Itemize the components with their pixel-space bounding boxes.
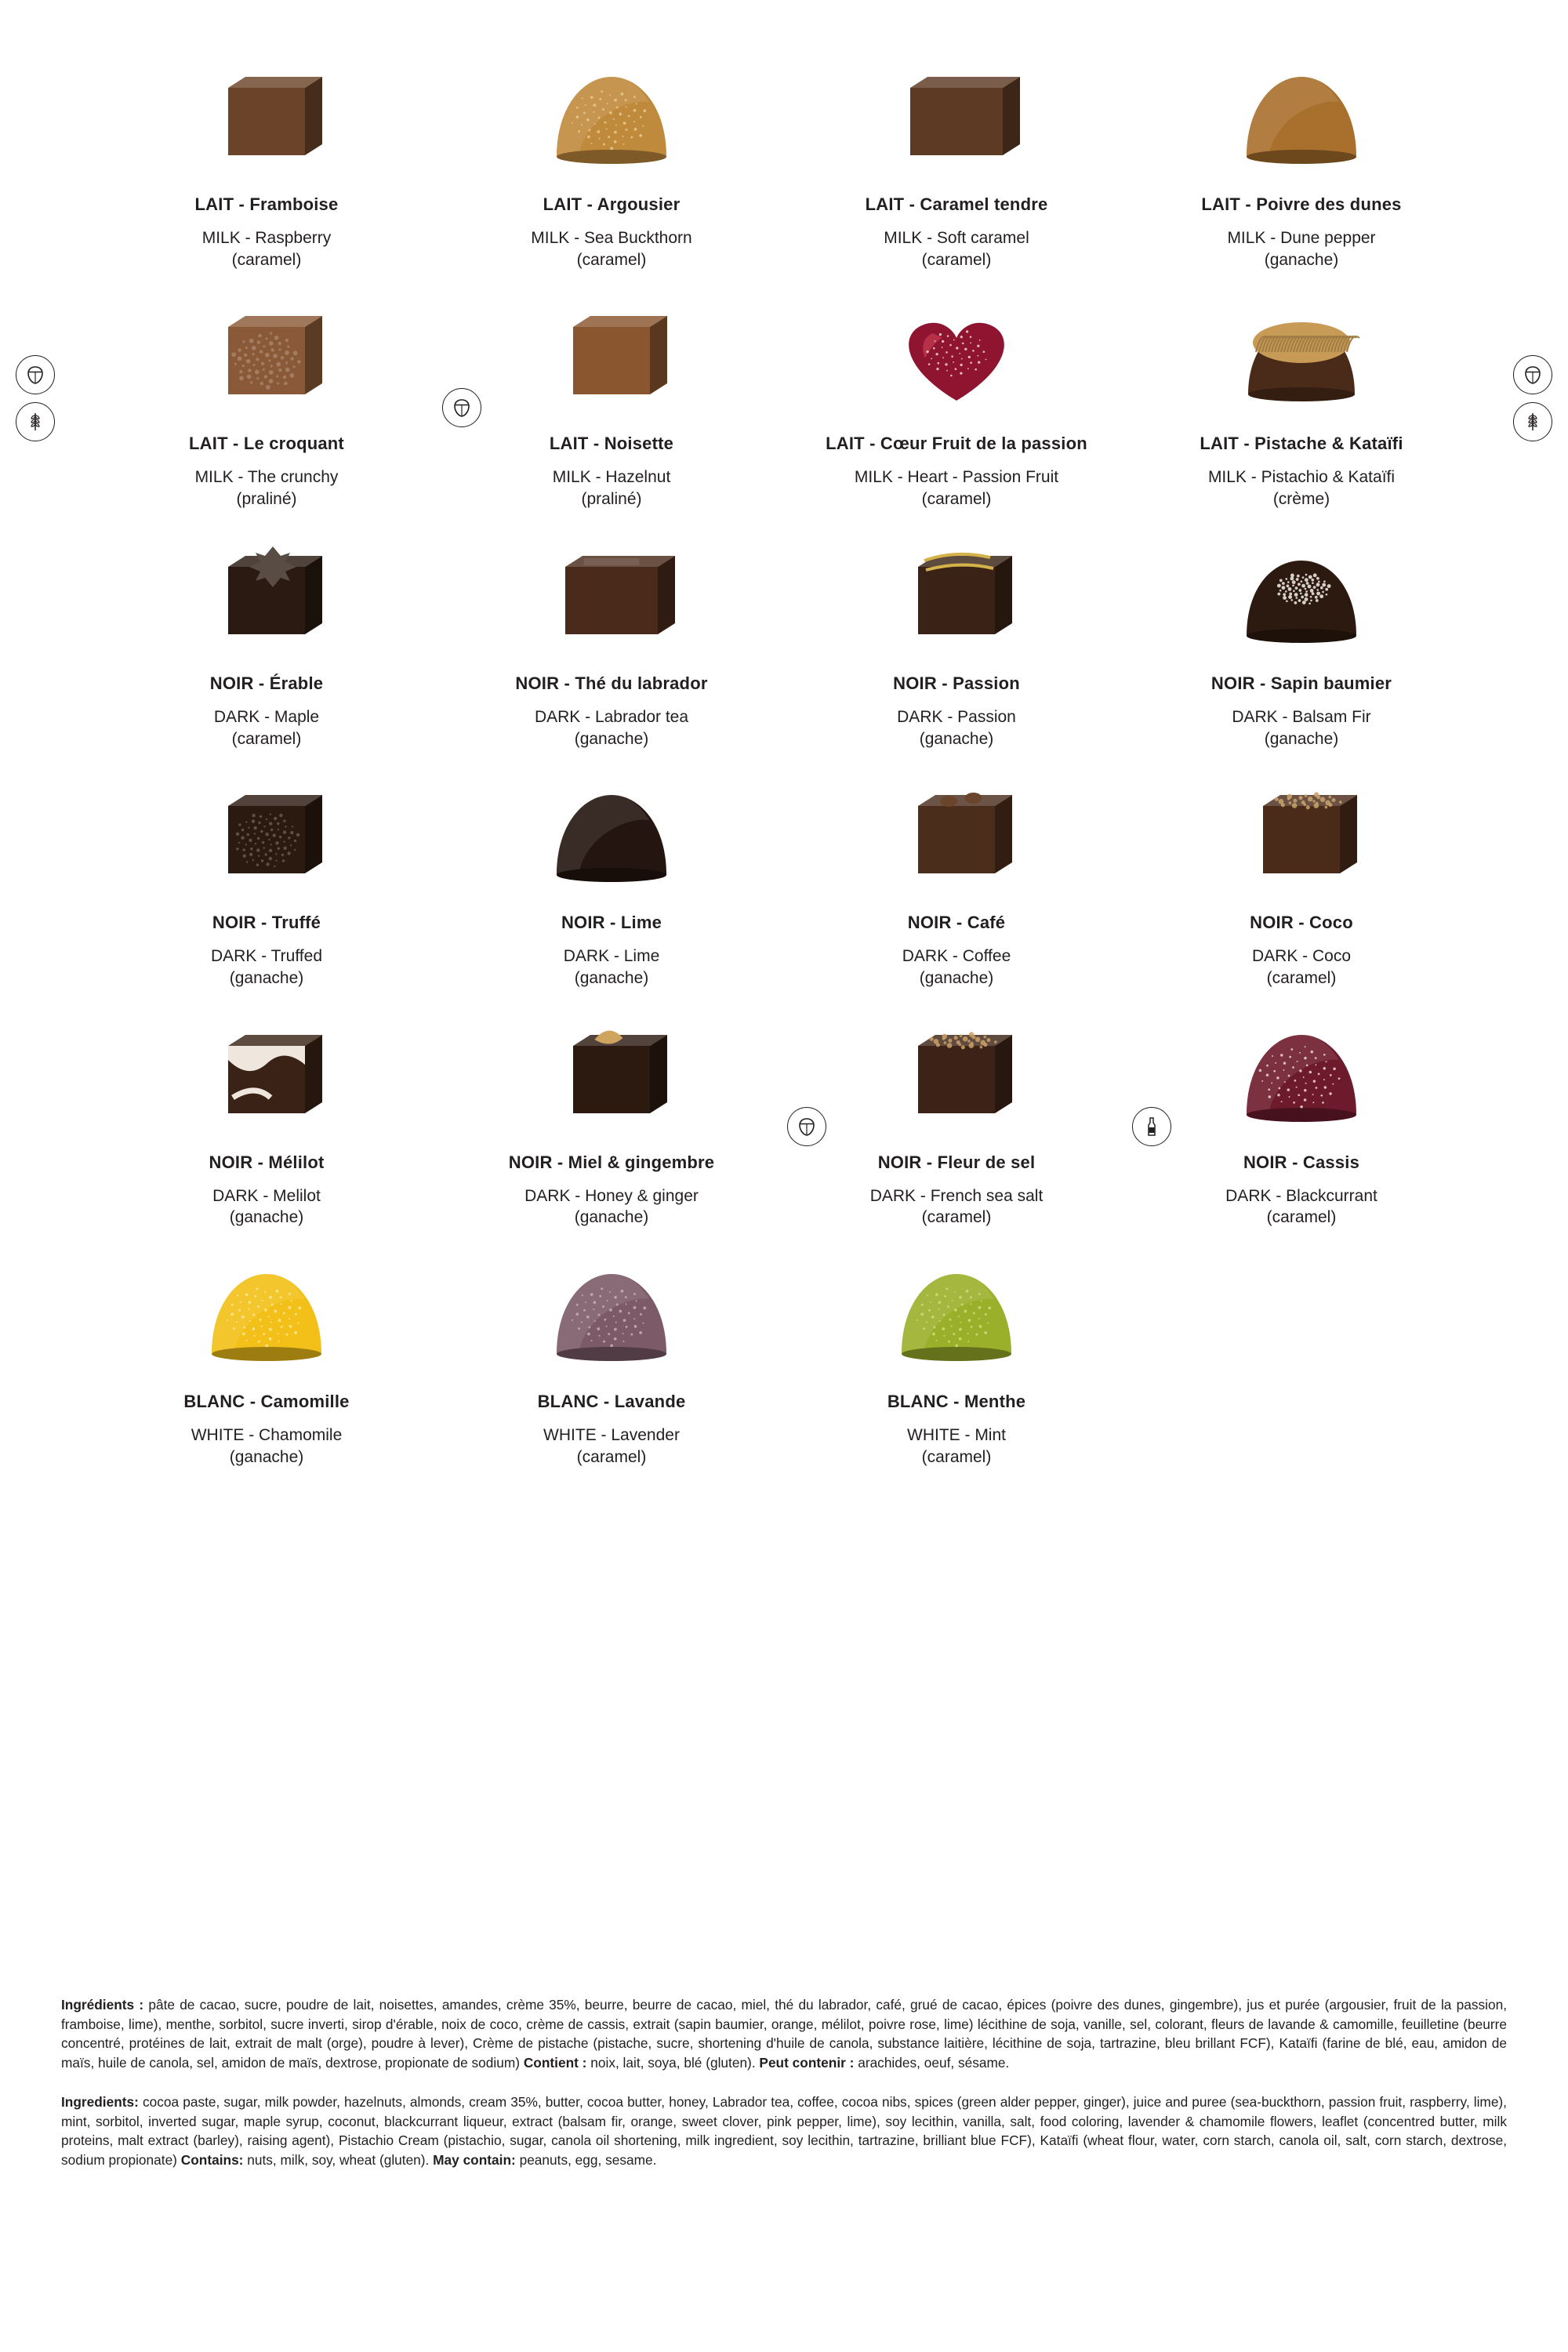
chocolate-filling: (caramel) [921,1208,992,1227]
allergen-badges [787,1107,826,1146]
chocolate-name-fr: LAIT - Le croquant [189,434,344,454]
chocolate-row [94,989,1474,1229]
may-contain-french-body: arachides, oeuf, sésame. [854,2054,1010,2071]
wheat-icon [16,402,55,441]
allergen-badges [1132,1107,1171,1146]
chocolate-name-en-text: WHITE - Mint [907,1426,1006,1445]
chocolate-image [784,997,1129,1138]
chocolate-name-fr: NOIR - Miel & gingembre [508,1152,715,1172]
chocolate-name-en-text: DARK - Blackcurrant [1225,1186,1377,1205]
chocolate-image [94,757,439,898]
chocolate-image [784,1236,1129,1377]
chocolate-name-fr: NOIR - Thé du labrador [515,673,708,693]
chocolate-name-fr: NOIR - Lime [561,913,662,933]
section-divider [0,1969,1568,1970]
nut-icon [442,388,481,427]
chocolate-filling: (praliné) [236,490,297,509]
chocolate-name-fr: NOIR - Coco [1250,913,1353,933]
chocolate-name-en-text: MILK - Soft caramel [884,229,1029,247]
chocolate-name-en [531,227,691,270]
may-contain-french-label: Peut contenir : [759,2054,855,2071]
chocolate-name-fr: LAIT - Pistache & Kataïfi [1200,434,1403,454]
chocolate-filling: (caramel) [576,250,647,269]
chocolate-filling: (caramel) [231,250,302,269]
chocolate-row [94,750,1474,989]
chocolate-filling: (caramel) [921,250,992,269]
chocolate-name-en [884,227,1029,270]
chocolate-item[interactable] [94,270,439,510]
chocolate-filling: (caramel) [1266,1208,1337,1227]
chocolate-image [1129,997,1474,1138]
chocolate-item[interactable] [439,989,784,1229]
chocolate-item[interactable] [94,31,439,270]
chocolate-name-en-text: MILK - The crunchy [194,468,339,487]
chocolate-item[interactable] [1129,510,1474,750]
chocolate-name-en-text: DARK - Balsam Fir [1232,707,1371,726]
chocolate-name-en-text: MILK - Pistachio & Kataïfi [1207,468,1396,487]
contains-french-body: noix, lait, soya, blé (gluten). [586,2054,760,2071]
chocolate-filling: (crème) [1272,490,1330,509]
chocolate-filling: (ganache) [1264,729,1339,748]
nut-icon [1513,355,1552,394]
chocolate-name-fr: NOIR - Sapin baumier [1210,673,1392,693]
chocolate-image [1129,518,1474,659]
chocolate-filling: (caramel) [1266,969,1337,988]
chocolate-name-fr: BLANC - Camomille [183,1392,350,1412]
ingredients-english [61,2092,1507,2169]
chocolate-row [94,270,1474,510]
chocolate-name-en [553,466,671,510]
ingredients-french [61,1995,1507,2072]
chocolate-name-en [902,946,1011,989]
nut-icon [16,355,55,394]
chocolate-name-en-text: DARK - French sea salt [869,1186,1044,1205]
ingredients-french-label: Ingrédients : [61,1997,144,2013]
chocolate-filling: (caramel) [921,490,992,509]
chocolate-name-en [214,706,319,750]
chocolate-filling: (caramel) [921,1447,992,1466]
chocolate-image [784,757,1129,898]
chocolate-name-en [535,706,688,750]
chocolate-name-en-text: DARK - Truffed [211,947,322,966]
chocolate-image [439,278,784,419]
chocolate-image [784,518,1129,659]
chocolate-item[interactable] [1129,989,1474,1229]
chocolate-item[interactable] [94,1229,439,1468]
chocolate-image [439,39,784,180]
chocolate-name-en-text: MILK - Hazelnut [552,468,671,487]
chocolate-name-en-text: DARK - Coco [1251,947,1352,966]
chocolate-filling: (ganache) [1264,250,1339,269]
chocolate-name-en [212,1185,321,1229]
chocolate-image [439,1236,784,1377]
chocolate-item[interactable] [784,31,1129,270]
chocolate-name-en-text: MILK - Heart - Passion Fruit [854,468,1059,487]
chocolate-name-en-text: MILK - Raspberry [201,229,332,247]
chocolate-name-en [211,946,322,989]
wheat-icon [1513,402,1552,441]
chocolate-name-en [202,227,332,270]
chocolate-image [94,278,439,419]
chocolate-name-en [524,1185,699,1229]
chocolate-name-fr: BLANC - Lavande [537,1392,686,1412]
chocolate-item[interactable] [784,1229,1129,1468]
may-contain-english-body: peanuts, egg, sesame. [515,2151,657,2168]
chocolate-image [94,39,439,180]
allergen-badges [16,355,55,441]
contains-english-body: nuts, milk, soy, wheat (gluten). [243,2151,434,2168]
chocolate-name-en [1252,946,1351,989]
chocolate-name-en [897,706,1016,750]
chocolate-name-en-text: DARK - Maple [213,707,320,726]
chocolate-name-fr: LAIT - Cœur Fruit de la passion [826,434,1087,454]
chocolate-item[interactable] [1129,270,1474,510]
chocolate-filling: (ganache) [229,1447,304,1466]
chocolate-image [439,757,784,898]
chocolate-name-fr: NOIR - Fleur de sel [877,1152,1036,1172]
chocolate-name-en-text: DARK - Labrador tea [534,707,689,726]
chocolate-filling: (ganache) [574,969,649,988]
chocolate-filling: (ganache) [919,729,994,748]
chocolate-name-fr: LAIT - Noisette [549,434,674,454]
chocolate-image [439,518,784,659]
chocolate-image [1129,39,1474,180]
chocolate-name-en [191,1425,343,1468]
chocolate-name-en [1225,1185,1377,1229]
chocolate-item[interactable] [439,510,784,750]
chocolate-name-en [855,466,1058,510]
chocolate-name-en-text: DARK - Coffee [902,947,1011,966]
chocolate-row [94,510,1474,750]
chocolate-name-en [1208,466,1395,510]
chocolate-name-en-text: DARK - Lime [563,947,660,966]
chocolate-image [1129,278,1474,419]
chocolate-name-fr: NOIR - Mélilot [209,1152,325,1172]
chocolate-filling: (ganache) [229,969,304,988]
contains-english-label: Contains: [180,2151,244,2168]
chocolate-name-en [870,1185,1044,1229]
empty-cell [1129,1229,1474,1236]
chocolate-name-en-text: WHITE - Chamomile [191,1426,343,1445]
chocolate-name-en [1232,706,1370,750]
chocolate-item[interactable] [94,989,439,1229]
chocolate-name-fr: LAIT - Argousier [543,194,681,214]
chocolate-filling: (ganache) [574,729,649,748]
chocolate-filling: (caramel) [576,1447,647,1466]
chocolate-image [784,278,1129,419]
chocolate-filling: (ganache) [229,1208,304,1227]
allergen-badges [1513,355,1552,441]
chocolate-name-en-text: DARK - Melilot [212,1186,321,1205]
chocolate-item[interactable] [1129,750,1474,989]
allergen-badges [442,388,481,427]
chocolate-name-en [1227,227,1375,270]
chocolate-row [94,31,1474,270]
chocolate-filling: (caramel) [231,729,302,748]
chocolate-name-fr: LAIT - Poivre des dunes [1201,194,1402,214]
chocolate-image [94,997,439,1138]
chocolate-name-en-text: DARK - Honey & ginger [524,1186,699,1205]
chocolate-name-fr: LAIT - Framboise [194,194,339,214]
chocolate-name-en-text: MILK - Dune pepper [1227,229,1376,247]
ingredients-english-label: Ingredients: [61,2094,139,2111]
chocolate-name-en-text: WHITE - Lavender [543,1426,680,1445]
chocolate-name-fr: NOIR - Érable [209,673,324,693]
chocolate-name-fr: BLANC - Menthe [887,1392,1026,1412]
chocolate-item[interactable] [784,989,1129,1229]
chocolate-item[interactable] [439,750,784,989]
chocolate-filling: (ganache) [574,1208,649,1227]
chocolate-name-en-text: DARK - Passion [897,707,1016,726]
contains-french-label: Contient : [523,2054,587,2071]
nut-icon [787,1107,826,1146]
chocolate-item[interactable] [439,1229,784,1468]
chocolate-name-en [543,1425,680,1468]
chocolate-image [439,997,784,1138]
chocolate-name-fr: NOIR - Cassis [1243,1152,1360,1172]
chocolate-name-en [907,1425,1006,1468]
chocolate-image [94,518,439,659]
chocolate-name-fr: NOIR - Truffé [212,913,321,933]
chocolate-row [94,1229,1474,1468]
chocolate-name-fr: LAIT - Caramel tendre [865,194,1048,214]
chocolate-name-en-text: MILK - Sea Buckthorn [531,229,692,247]
chocolate-grid [94,31,1474,1468]
chocolate-item[interactable] [784,750,1129,989]
chocolate-name-en [564,946,660,989]
chocolate-item[interactable] [94,750,439,989]
chocolate-name-fr: NOIR - Café [907,913,1006,933]
chocolate-name-fr: NOIR - Passion [893,673,1020,693]
chocolate-image [1129,757,1474,898]
chocolate-filling: (praliné) [581,490,642,509]
chocolate-image [784,39,1129,180]
chocolate-item[interactable] [439,270,784,510]
chocolate-item[interactable] [784,510,1129,750]
chocolate-filling: (ganache) [919,969,994,988]
may-contain-english-label: May contain: [433,2151,516,2168]
chocolate-item[interactable] [1129,31,1474,270]
ingredients-french-body: pâte de cacao, sucre, poudre de lait, noisettes, amandes, crème 35%, beurre, beurre de cacao, miel, thé du labrador, café, grué de cacao, épices (poivre des dunes, gingembre), jus et purée (argousier, fruit de la passion, framboise, lime), menthe, sorbitol, sucre inverti, sirop d'érable, noix de coco, crème de cassis, extrait (sapin baumier, orange, mélilot, poivre rose, lime) lécithine de soja, vanille, sel, colorant, fleurs de lavande & camomille, feuilletine (beurre concentré, protéines de lait, extrait de malt (orge), poudre à lever), Crème de pistache (pistache, sucre, shortening d'huile de canola, substance laitière, lécithine de soja, tartrazine, bleu brillant FCF), Kataïfi (farine de blé, eau, amidon de maïs, huile de canola, sel, amidon de maïs, dextrose, propionate de sodium) [61,1997,1507,2071]
chocolate-name-en [195,466,339,510]
ingredients-english-body: cocoa paste, sugar, milk powder, hazelnuts, almonds, cream 35%, butter, cocoa butter, honey, Labrador tea, coffee, cocoa nibs, spices (green alder pepper, ginger), juice and puree (sea-buckthorn, passion fruit, raspberry, lime), mint, sorbitol, inverted sugar, maple syrup, coconut, blackcurrant liqueur, extract (balsam fir, orange, sweet clover, pink pepper, lime), soy lecithin, vanilla, salt, food coloring, lavender & chamomile flowers, leaflet (concentred butter, milk proteins, malt extract (barley), raising agent), Pistachio Cream (pistachio, sugar, canola oil shortening, milk ingredient, soy lecithin, tartrazine, brilliant blue FCF), Kataïfi (wheat flour, water, corn starch, canola oil, salt, corn starch, dextrose, sodium propionate) [61,2094,1507,2168]
chocolate-item[interactable] [784,270,1129,510]
chocolate-item[interactable] [94,510,439,750]
ingredients-section [61,1995,1507,2190]
chocolate-item[interactable] [439,31,784,270]
chocolate-image [94,1236,439,1377]
alcohol-icon [1132,1107,1171,1146]
